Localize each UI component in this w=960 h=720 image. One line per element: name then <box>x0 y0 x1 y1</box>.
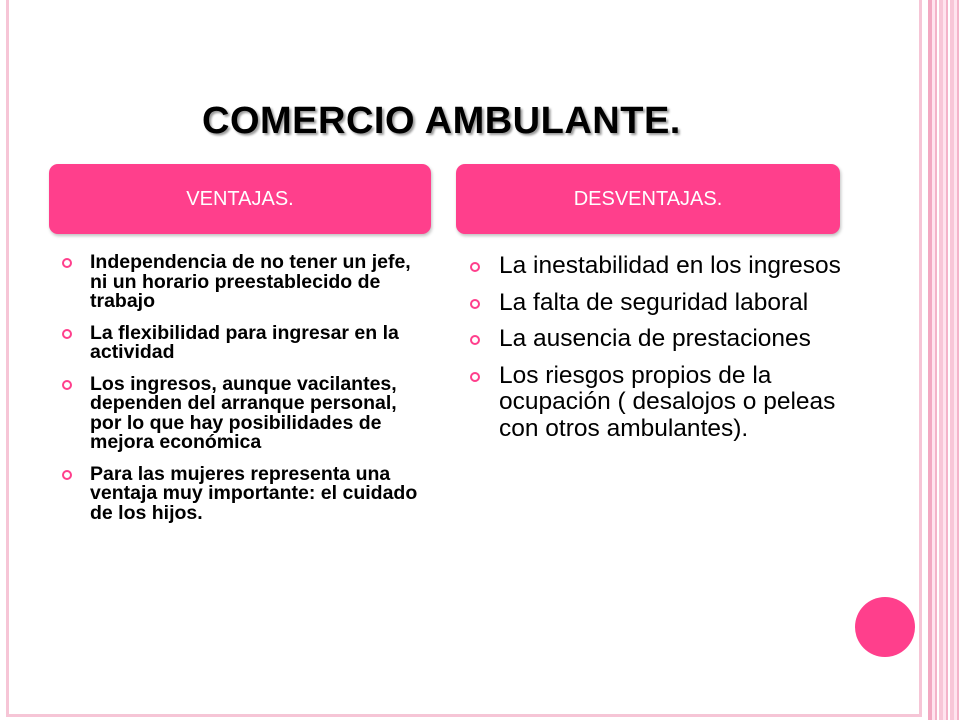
bullet-icon <box>62 380 72 390</box>
bullet-icon <box>62 329 72 339</box>
disadvantages-header <box>456 164 840 234</box>
advantages-header-label: VENTAJAS. <box>186 187 294 210</box>
advantages-header <box>49 164 431 234</box>
bullet-icon <box>470 335 480 345</box>
list-item-text: La inestabilidad en los ingresos <box>499 252 841 279</box>
decorative-circle <box>855 597 915 657</box>
bullet-icon <box>62 470 72 480</box>
slide-title: COMERCIO AMBULANTE. <box>202 100 681 142</box>
list-item-text: La flexibilidad para ingresar en la actividad <box>90 321 399 363</box>
list-item-text: Para las mujeres representa una ventaja muy importante: el cuidado de los hijos. <box>90 462 418 524</box>
decorative-stripes <box>928 0 960 720</box>
list-item-text: La falta de seguridad laboral <box>499 288 809 316</box>
list-item <box>62 372 424 453</box>
list-item <box>470 290 842 317</box>
list-item <box>470 363 842 443</box>
advantages-list <box>62 253 424 535</box>
list-item-text: Los ingresos, aunque vacilantes, dependen del arranque personal, por lo que hay posibilidades de mejora económica <box>90 372 397 453</box>
bullet-icon <box>470 262 480 272</box>
bullet-icon <box>470 299 480 309</box>
list-item <box>62 462 424 524</box>
list-item <box>470 326 842 353</box>
list-item <box>62 321 424 363</box>
list-item-text: La ausencia de prestaciones <box>499 325 811 352</box>
disadvantages-list <box>470 253 842 452</box>
list-item-text: Independencia de no tener un jefe, ni un horario preestablecido de trabajo <box>90 251 411 312</box>
list-item <box>62 253 424 312</box>
bullet-icon <box>470 372 480 382</box>
disadvantages-header-label: DESVENTAJAS. <box>573 187 723 210</box>
list-item-text: Los riesgos propios de la ocupación ( desalojos o peleas con otros ambulantes). <box>499 361 836 442</box>
bullet-icon <box>62 258 72 268</box>
list-item <box>470 253 842 280</box>
